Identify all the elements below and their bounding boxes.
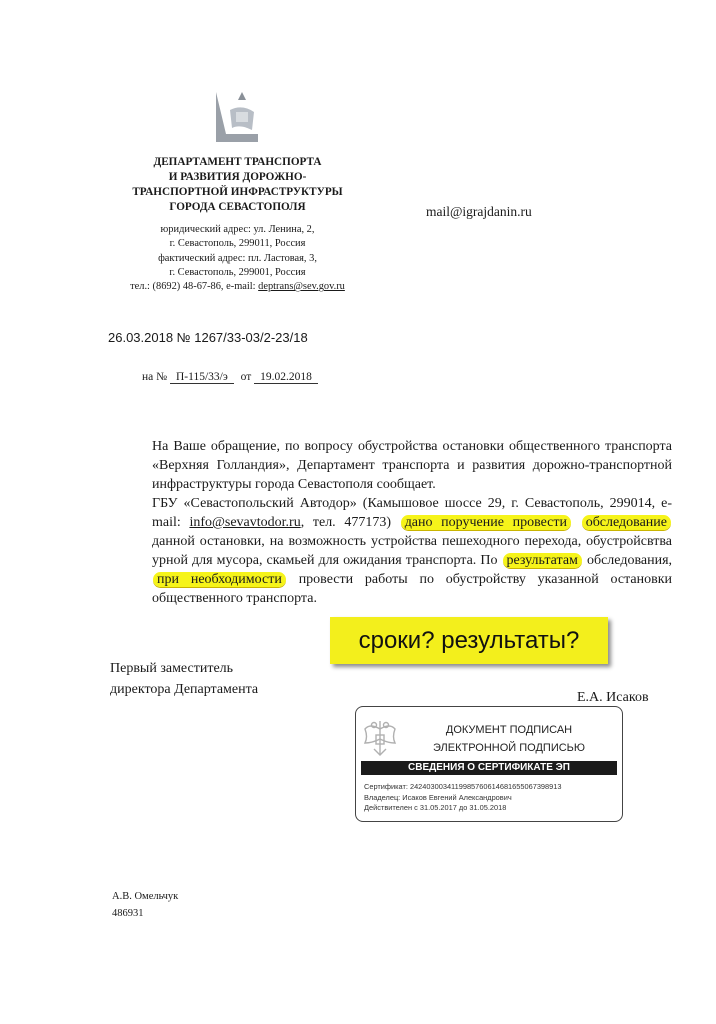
stamp-certificate-bar: СВЕДЕНИЯ О СЕРТИФИКАТЕ ЭП bbox=[361, 761, 617, 775]
department-line: ГОРОДА СЕВАСТОПОЛЯ bbox=[169, 201, 306, 213]
sevastopol-emblem-icon bbox=[212, 90, 262, 146]
stamp-details bbox=[364, 782, 562, 814]
contacts-prefix: тел.: (8692) 48-67-86, e-mail: bbox=[130, 281, 259, 293]
body-paragraph-2 bbox=[110, 494, 672, 608]
highlight-inspection: обследование bbox=[582, 515, 671, 530]
electronic-signature-stamp bbox=[355, 706, 623, 822]
department-line: И РАЗВИТИЯ ДОРОЖНО- bbox=[168, 171, 307, 183]
signatory-title-line: директора Департамента bbox=[110, 682, 259, 697]
department-line: ДЕПАРТАМЕНТ ТРАНСПОРТА bbox=[153, 156, 322, 168]
stamp-line: ДОКУМЕНТ ПОДПИСАН bbox=[445, 724, 573, 736]
reference-number: П-115/33/э bbox=[170, 371, 234, 384]
highlight-results: результатам bbox=[503, 553, 582, 568]
contacts-line bbox=[100, 280, 375, 294]
body-text: ГБУ «Севастопольский Автодор» (Камышовое шоссе 29, г. Севастополь, 299014, e-mail: bbox=[152, 496, 672, 530]
highlight-assignment: дано поручение провести bbox=[401, 515, 571, 530]
body-text: обследования, bbox=[586, 553, 673, 568]
reference-line bbox=[142, 371, 322, 384]
reference-prefix: на № bbox=[142, 371, 168, 383]
stamp-line: ЭЛЕКТРОННОЙ ПОДПИСЬЮ bbox=[432, 742, 586, 754]
reference-from-label: от bbox=[240, 371, 252, 383]
registration-number: 26.03.2018 № 1267/33-03/2-23/18 bbox=[108, 330, 308, 345]
stamp-caption bbox=[404, 721, 614, 757]
body-paragraph-1: На Ваше обращение, по вопросу обустройства остановки общественного транспорта «Верхняя Голландия», Департамент транспорта и развития дорожно-транспортной инфраструктуры города Севастополя сообщает. bbox=[152, 439, 672, 492]
recipient-email: mail@igrajdanin.ru bbox=[426, 204, 532, 219]
department-line: ТРАНСПОРТНОЙ ИНФРАСТРУКТУРЫ bbox=[132, 186, 343, 198]
address-line: г. Севастополь, 299011, Россия bbox=[169, 238, 306, 250]
body-text: данной остановки, на возможность устройства пешеходного перехода, обустройсвтва урной для мусора, скамьей для ожидания транспорта. По bbox=[152, 534, 672, 568]
address-line: г. Севастополь, 299001, Россия bbox=[169, 266, 306, 278]
reference-date: 19.02.2018 bbox=[254, 371, 318, 384]
signatory-title-line: Первый заместитель bbox=[110, 661, 234, 676]
autodor-email-link[interactable]: info@sevavtodor.ru bbox=[189, 515, 301, 530]
signatory-name: Е.А. Исаков bbox=[577, 690, 649, 705]
letter-body bbox=[110, 437, 672, 608]
body-text: , тел. 477173) bbox=[300, 515, 392, 530]
address-line: юридический адрес: ул. Ленина, 2, bbox=[160, 224, 315, 235]
stamp-owner: Владелец: Исаков Евгений Александрович bbox=[364, 792, 512, 802]
executor-name: А.В. Омельчук bbox=[112, 891, 179, 902]
executor-phone: 486931 bbox=[112, 908, 144, 919]
department-name bbox=[100, 155, 375, 215]
stamp-certificate: Сертификат: 2424030034119985760614681655067398913 bbox=[364, 782, 562, 791]
annotation-note: сроки? результаты? bbox=[330, 617, 608, 664]
address-line: фактический адрес: пл. Ластовая, 3, bbox=[158, 252, 317, 264]
signatory-title bbox=[110, 658, 258, 700]
executor-info bbox=[112, 888, 178, 922]
department-email-link[interactable]: deptrans@sev.gov.ru bbox=[258, 281, 345, 293]
department-address bbox=[100, 223, 375, 294]
highlight-if-needed: при необходимости bbox=[153, 572, 286, 587]
body-text: провести работы по обустройству указанной остановки общественного транспорта. bbox=[152, 572, 672, 606]
russian-eagle-icon bbox=[362, 717, 398, 759]
stamp-validity: Действителен с 31.05.2017 до 31.05.2018 bbox=[364, 803, 507, 812]
